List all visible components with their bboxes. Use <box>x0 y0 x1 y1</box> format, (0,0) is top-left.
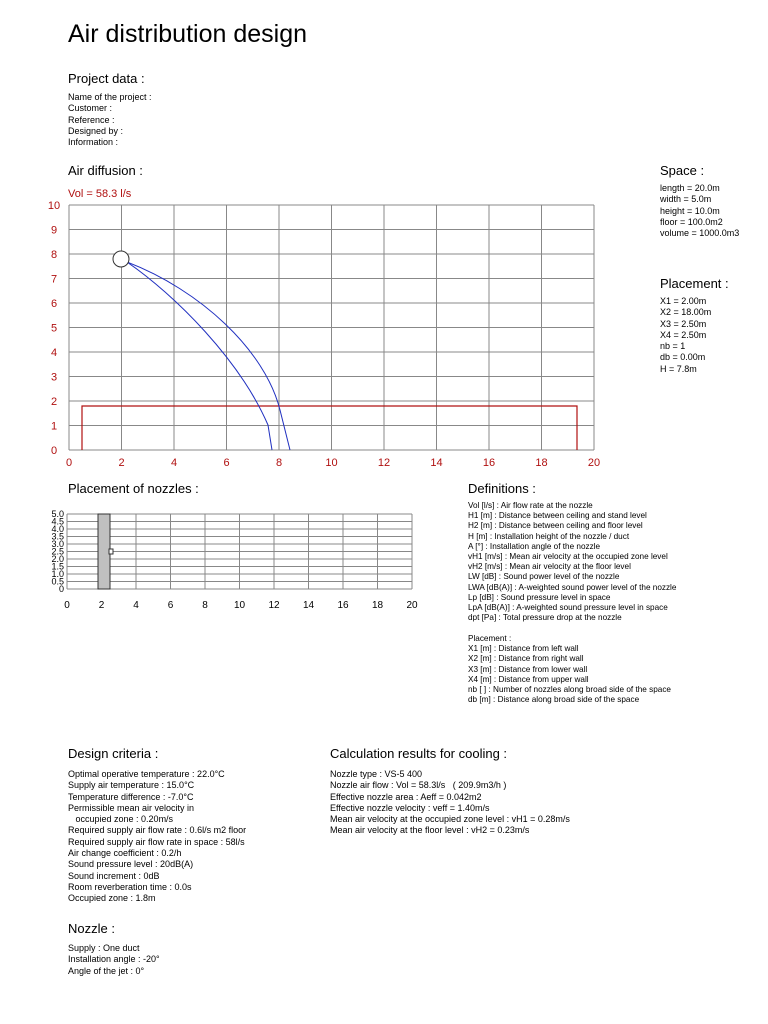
definition-line: X3 [m] : Distance from lower wall <box>468 664 588 674</box>
y-tick-label: 4 <box>50 347 58 359</box>
nozzle-x-tick: 10 <box>233 600 246 611</box>
nozzle-y-tick: 4.0 <box>51 524 64 534</box>
y-tick-label: 10 <box>47 200 61 212</box>
definition-line: A [°] : Installation angle of the nozzle <box>468 541 601 551</box>
duct-bar <box>98 514 110 589</box>
criteria-line: occupied zone : 0.20m/s <box>68 814 174 825</box>
nozzle-x-tick: 20 <box>406 600 418 611</box>
definitions-placement-list <box>468 634 671 705</box>
definition-line: vH1 [m/s] : Mean air velocity at the occupied zone level <box>468 552 668 562</box>
criteria-line: Required supply air flow rate : 0.6l/s m2 floor <box>68 825 247 836</box>
criteria-line: Required supply air flow rate in space : 58l/s <box>68 836 245 847</box>
definition-line: nb [ ] : Number of nozzles along broad side of the space <box>468 685 671 695</box>
x-tick-label: 0 <box>65 457 73 469</box>
definition-line: H2 [m] : Distance between ceiling and floor level <box>468 521 643 531</box>
nozzle-x-tick: 14 <box>302 600 315 611</box>
x-tick-label: 14 <box>430 457 443 469</box>
result-line: Mean air velocity at the floor level : vH2 = 0.23m/s <box>330 825 530 836</box>
project-heading: Project data : <box>68 71 145 86</box>
y-tick-label: 2 <box>50 396 58 408</box>
y-tick-label: 9 <box>50 224 58 237</box>
result-line: Effective nozzle area : Aeff = 0.042m2 <box>330 791 482 802</box>
project-line: Designed by : <box>68 125 124 136</box>
project-lines <box>68 92 152 148</box>
definitions-heading: Definitions : <box>468 481 536 496</box>
definition-line: db [m] : Distance along broad side of the space <box>468 695 640 705</box>
jet-upper-curve <box>127 262 290 450</box>
space-line: floor = 100.0m2 <box>660 216 723 227</box>
definitions-placement-heading: Placement : <box>468 634 512 643</box>
project-line: Reference : <box>68 114 115 125</box>
nozzle-x-tick: 12 <box>268 600 280 611</box>
nozzle-y-tick: 3.0 <box>51 539 64 549</box>
nozzle-y-tick: 1.5 <box>51 561 64 572</box>
nozzle-x-tick: 4 <box>133 600 139 611</box>
definition-line: X2 [m] : Distance from right wall <box>468 654 584 664</box>
result-line: Nozzle air flow : Vol = 58.3l/s ( 209.9m3/h ) <box>330 780 507 791</box>
nozzle-square <box>109 549 113 554</box>
page-title: Air distribution design <box>68 20 308 48</box>
y-tick-label: 7 <box>50 273 58 286</box>
placement-line: nb = 1 <box>660 341 686 352</box>
criteria-line: Optimal operative temperature : 22.0°C <box>68 769 225 779</box>
nozzle-y-tick: 2.5 <box>51 546 64 557</box>
definition-line: H1 [m] : Distance between ceiling and stand level <box>468 511 647 521</box>
definition-line: X1 [m] : Distance from left wall <box>468 644 579 654</box>
project-line: Information : <box>68 137 119 148</box>
space-line: volume = 1000.0m3 <box>660 228 740 239</box>
definition-line: Lp [dB] : Sound pressure level in space <box>468 592 611 602</box>
placement-line: H = 7.8m <box>660 363 697 374</box>
criteria-line: Occupied zone : 1.8m <box>68 893 156 904</box>
nozzle-y-tick: 1.0 <box>51 569 64 579</box>
nozzle-x-tick: 18 <box>371 600 384 611</box>
y-tick-label: 8 <box>50 249 58 261</box>
nozzle-x-tick: 2 <box>98 600 105 611</box>
definition-line: H [m] : Installation height of the nozzle / duct <box>468 531 630 541</box>
result-line: Mean air velocity at the occupied zone level : vH1 = 0.28m/s <box>330 814 570 825</box>
nozzle-y-tick: 3.5 <box>51 531 64 542</box>
definition-line: LW [dB] : Sound power level of the nozzle <box>468 572 620 582</box>
nozzles-heading: Placement of nozzles : <box>68 481 199 496</box>
criteria-line: Permissible mean air velocity in <box>68 802 195 813</box>
nozzle-y-tick: 0 <box>58 584 64 594</box>
project-line: Name of the project : <box>68 92 152 102</box>
nozzle-x-tick: 0 <box>64 600 70 611</box>
nozzle-y-tick: 5.0 <box>51 509 64 519</box>
x-tick-label: 8 <box>275 457 283 469</box>
criteria-line: Sound pressure level : 20dB(A) <box>68 859 194 870</box>
nozzle-x-tick: 8 <box>202 600 208 611</box>
placement-heading: Placement : <box>660 276 729 291</box>
nozzle-line: Installation angle : -20° <box>68 954 160 965</box>
definition-line: vH2 [m/s] : Mean air velocity at the floor level <box>468 562 631 572</box>
result-line: Effective nozzle velocity : veff = 1.40m/s <box>330 802 490 813</box>
x-tick-label: 18 <box>535 457 548 469</box>
definition-line: LpA [dB(A)] : A-weighted sound pressure level in space <box>468 603 668 613</box>
y-tick-label: 6 <box>50 298 58 310</box>
x-tick-label: 16 <box>482 457 496 469</box>
air-diffusion-heading: Air diffusion : <box>68 163 143 178</box>
nozzle-line: Angle of the jet : 0° <box>68 965 145 976</box>
criteria-line: Sound increment : 0dB <box>68 870 160 881</box>
nozzles-chart <box>0 500 430 612</box>
space-line: length = 20.0m <box>660 183 720 193</box>
nozzle-y-tick: 2.0 <box>51 554 64 564</box>
criteria-line: Air change coefficient : 0.2/h <box>68 848 182 859</box>
y-tick-label: 0 <box>50 445 58 457</box>
placement-line: db = 0.00m <box>660 352 706 363</box>
nozzle-y-tick: 4.5 <box>51 516 64 527</box>
x-tick-label: 2 <box>118 457 125 469</box>
result-line: Nozzle type : VS-5 400 <box>330 769 423 779</box>
y-tick-label: 3 <box>50 371 58 384</box>
x-tick-label: 20 <box>587 457 601 469</box>
placement-line: X3 = 2.50m <box>660 318 707 329</box>
space-lines <box>660 183 739 239</box>
design-criteria-heading: Design criteria : <box>68 746 159 761</box>
criteria-line: Room reverberation time : 0.0s <box>68 881 192 892</box>
nozzle-heading: Nozzle : <box>68 921 115 936</box>
vol-label: Vol = 58.3 l/s <box>68 188 132 200</box>
x-tick-label: 12 <box>377 457 391 469</box>
occupied-zone-outline <box>82 406 577 450</box>
space-line: height = 10.0m <box>660 205 720 216</box>
placement-line: X2 = 18.00m <box>660 307 712 318</box>
definitions-list <box>468 501 676 623</box>
x-tick-label: 10 <box>325 457 338 469</box>
placement-line: X4 = 2.50m <box>660 329 707 340</box>
definition-line: Vol [l/s] : Air flow rate at the nozzle <box>468 501 593 510</box>
nozzle-line: Supply : One duct <box>68 943 140 953</box>
nozzle-y-tick: 0.5 <box>51 576 64 587</box>
placement-lines <box>660 296 711 375</box>
results-lines <box>330 769 570 837</box>
design-criteria-lines <box>68 769 246 905</box>
definition-line: X4 [m] : Distance from upper wall <box>468 674 589 684</box>
criteria-line: Supply air temperature : 15.0°C <box>68 780 195 791</box>
y-tick-label: 1 <box>50 420 58 433</box>
x-tick-label: 4 <box>170 457 178 469</box>
x-tick-label: 6 <box>223 457 230 469</box>
jet-lower-curve <box>127 262 272 450</box>
air-diffusion-chart <box>0 190 620 470</box>
space-line: width = 5.0m <box>660 194 712 205</box>
space-heading: Space : <box>660 163 705 178</box>
definition-line: LWA [dB(A)] : A-weighted sound power level of the nozzle <box>468 582 677 592</box>
results-heading: Calculation results for cooling : <box>330 746 508 761</box>
nozzle-marker <box>113 251 129 267</box>
nozzle-x-tick: 6 <box>167 600 174 611</box>
project-line: Customer : <box>68 103 113 114</box>
placement-line: X1 = 2.00m <box>660 296 707 306</box>
definition-line: dpt [Pa] : Total pressure drop at the nozzle <box>468 613 622 623</box>
nozzle-lines <box>68 943 160 977</box>
criteria-line: Temperature difference : -7.0°C <box>68 791 194 802</box>
nozzle-x-tick: 16 <box>337 600 349 611</box>
y-tick-label: 5 <box>50 322 58 335</box>
